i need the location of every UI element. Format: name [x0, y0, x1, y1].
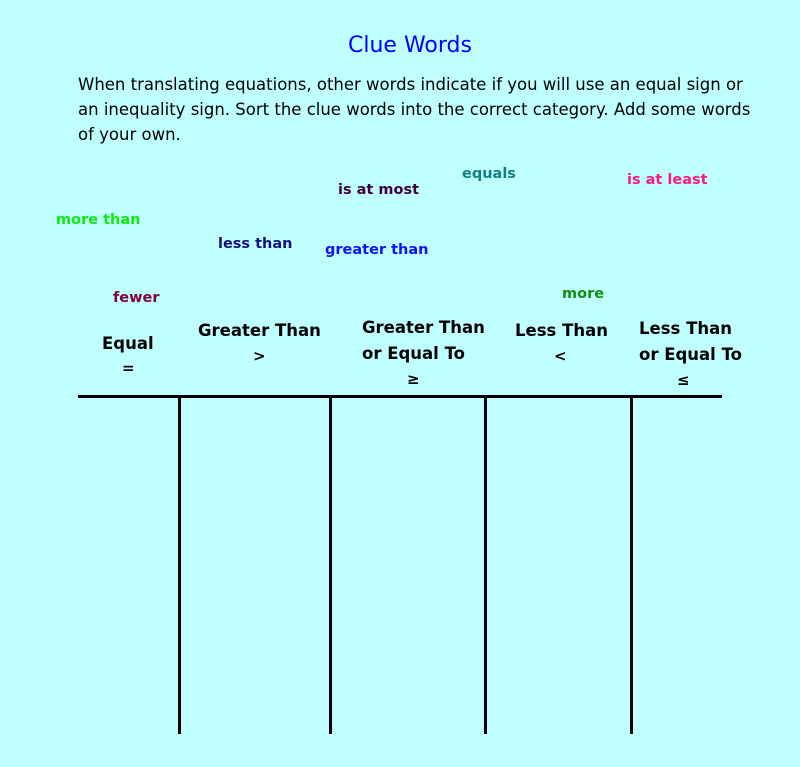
column-divider: [630, 396, 633, 734]
clue-word-is-at-most[interactable]: is at most: [338, 182, 420, 198]
column-divider: [178, 396, 181, 734]
clue-word-greater-than[interactable]: greater than: [325, 242, 429, 258]
clue-word-more[interactable]: more: [562, 286, 605, 302]
clue-word-is-at-least[interactable]: is at least: [627, 172, 708, 188]
page-title: Clue Words: [348, 33, 472, 58]
table-header-divider: [78, 395, 722, 398]
column-divider: [484, 396, 487, 734]
greater-than-symbol: >: [253, 347, 266, 365]
clue-word-more-than[interactable]: more than: [56, 212, 141, 228]
category-header-less-equal-line1: Less Than: [639, 319, 732, 338]
category-header-greater-equal-line1: Greater Than: [362, 318, 485, 337]
clue-word-less-than[interactable]: less than: [218, 236, 293, 252]
less-than-symbol: <: [554, 347, 567, 365]
category-header-less-equal-line2: or Equal To: [639, 345, 742, 364]
column-divider: [329, 396, 332, 734]
category-header-greater-equal-line2: or Equal To: [362, 344, 465, 363]
greater-equal-symbol: ≥: [407, 370, 420, 388]
category-header-equal: Equal: [102, 334, 154, 353]
clue-word-fewer[interactable]: fewer: [113, 290, 160, 306]
category-header-greater-than: Greater Than: [198, 321, 321, 340]
category-header-less-than: Less Than: [515, 321, 608, 340]
equal-symbol: =: [122, 359, 135, 377]
clue-word-equals[interactable]: equals: [462, 166, 516, 182]
less-equal-symbol: ≤: [677, 371, 690, 389]
instructions-text: When translating equations, other words indicate if you will use an equal sign or an inequality sign. Sort the clue words into the correct category. Add some words of your own.: [78, 75, 751, 144]
